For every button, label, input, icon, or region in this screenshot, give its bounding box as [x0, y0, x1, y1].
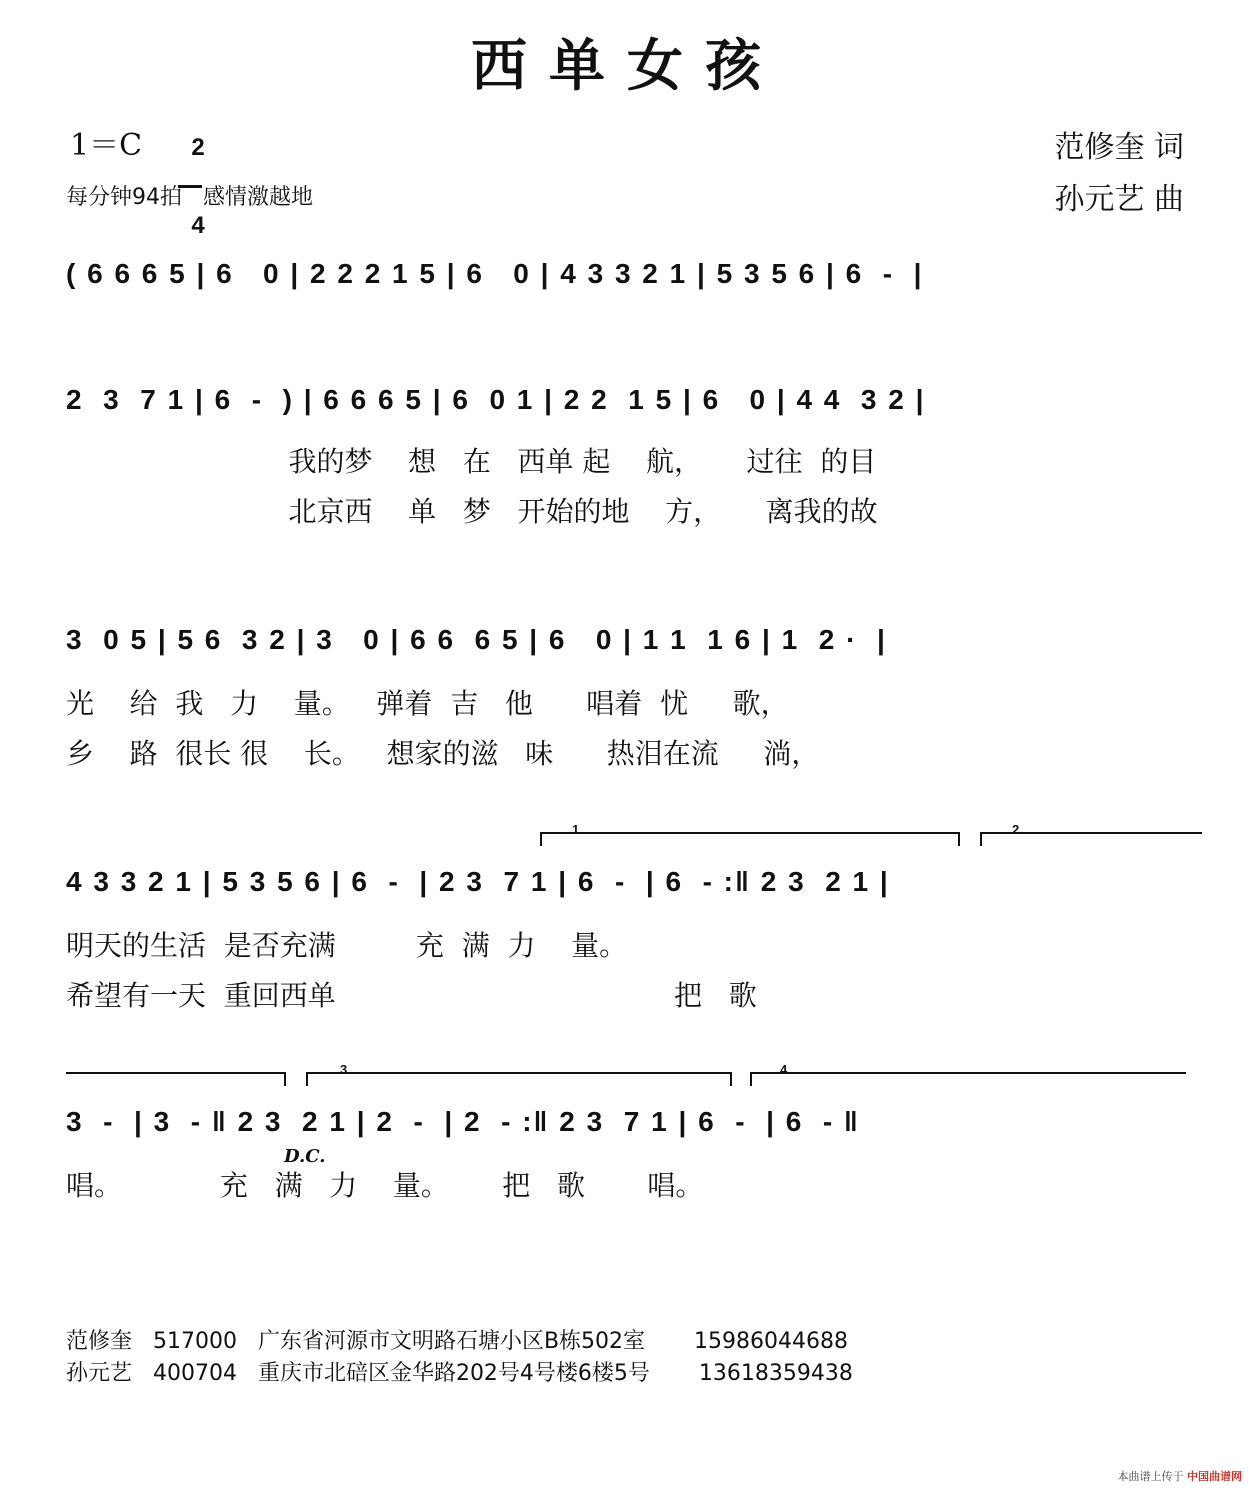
volta-bracket-continuation-end	[284, 1072, 286, 1086]
volta-bracket-1-start	[540, 832, 542, 846]
notation-system-3: 3 0 5 | 5 6 3 2 | 3 0 | 6 6 6 5 | 6 0 | 1 1 1 6 | 1 2 · |	[66, 624, 887, 655]
lyric-line-4-2: 希望有一天 重回西单 把 歌	[66, 979, 757, 1012]
volta-bracket-4-start	[750, 1072, 752, 1086]
key-signature: 1＝C	[70, 128, 143, 163]
tempo-marking: 每分钟94拍 感情激越地	[66, 185, 313, 210]
notation-system-4: 4 3 3 2 1 | 5 3 5 6 | 6 - | 2 3 7 1 | 6 - | 6 - :‖ 2 3 2 1 |	[66, 866, 890, 897]
volta-bracket-3-end	[730, 1072, 732, 1086]
notation-system-1: ( 6 6 6 5 | 6 0 | 2 2 2 1 5 | 6 0 | 4 3 3 2 1 | 5 3 5 6 | 6 - |	[66, 258, 924, 289]
volta-bracket-3	[306, 1072, 730, 1074]
volta-bracket-continuation	[66, 1072, 284, 1074]
volta-label-1: 1.	[572, 822, 583, 837]
notation-system-2: 2 3 7 1 | 6 - ) | 6 6 6 5 | 6 0 1 | 2 2 1 5 | 6 0 | 4 4 3 2 |	[66, 384, 926, 415]
contact-lyricist: 范修奎 517000 广东省河源市文明路石塘小区B栋502室 15986044688	[66, 1329, 848, 1354]
volta-bracket-1	[540, 832, 958, 834]
lyric-line-3-2: 乡 路 很长 很 长。 想家的滋 味 热泪在流 淌，	[66, 737, 820, 770]
footer-text: 本曲谱上传于	[1117, 1470, 1184, 1483]
contact-composer: 孙元艺 400704 重庆市北碚区金华路202号4号楼6楼5号 13618359438	[66, 1361, 853, 1386]
lyric-line-4-1: 明天的生活 是否充满 充 满 力 量。	[66, 929, 628, 962]
time-signature-top: 2	[191, 134, 205, 161]
volta-label-4: 4.	[780, 1062, 791, 1077]
time-signature	[178, 112, 205, 239]
lyric-line-3-1: 光 给 我 力 量。 弹着 吉 他 唱着 忧 歌，	[66, 687, 789, 720]
volta-bracket-1-end	[958, 832, 960, 846]
site-logo: 中国曲谱网	[1187, 1470, 1242, 1483]
volta-bracket-4	[750, 1072, 1186, 1074]
volta-label-2: 2.	[1012, 822, 1023, 837]
volta-bracket-2-start	[980, 832, 982, 846]
volta-bracket-3-start	[306, 1072, 308, 1086]
lyric-line-2-1: 我的梦 想 在 西单 起 航， 过往 的目	[66, 445, 877, 478]
time-signature-bottom: 4	[191, 212, 205, 239]
song-title: 西单女孩	[471, 33, 783, 99]
composer-credit: 孙元艺 曲	[1054, 182, 1184, 217]
lyricist-credit: 范修奎 词	[1054, 130, 1184, 165]
lyric-line-2-2: 北京西 单 梦 开始的地 方， 离我的故	[66, 495, 878, 528]
footer-watermark	[1118, 1468, 1243, 1484]
lyric-line-5-1: 唱。 充 满 力 量。 把 歌 唱。	[66, 1169, 704, 1202]
dc-marking: D.C.	[284, 1146, 326, 1167]
notation-system-5: 3 - | 3 - ‖ 2 3 2 1 | 2 - | 2 - :‖ 2 3 7 1 | 6 - | 6 - ‖	[66, 1106, 860, 1137]
volta-label-3: 3.	[340, 1062, 351, 1077]
